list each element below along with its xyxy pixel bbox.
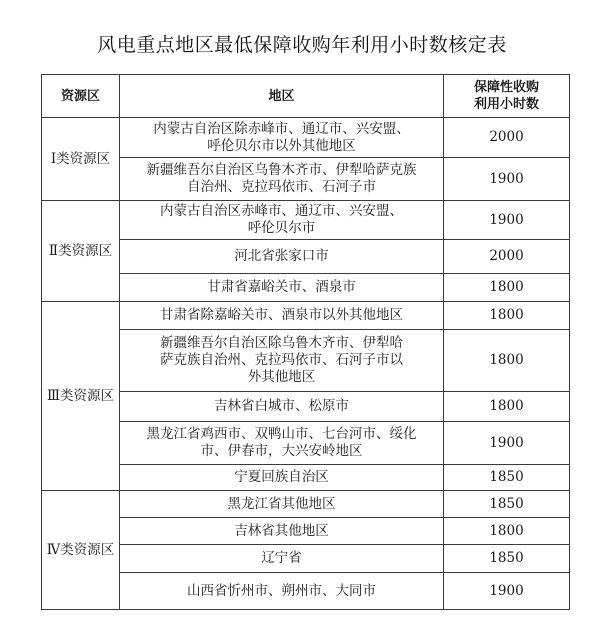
header-zone: 资源区	[42, 75, 120, 118]
area-line: 内蒙古自治区赤峰市、通辽市、兴安盟、	[160, 203, 403, 219]
table-row	[42, 274, 570, 302]
table-row	[42, 118, 570, 158]
area-line: 呼伦贝尔市	[247, 220, 316, 236]
table-row	[42, 240, 570, 274]
hours-cell: 1900	[444, 158, 570, 201]
header-hours-line1: 保障性收购	[473, 80, 539, 95]
area-line: 新疆维吾尔自治区乌鲁木齐市、伊犁哈萨克族	[146, 162, 417, 178]
hours-table	[41, 74, 570, 610]
area-line: 外其他地区	[247, 369, 316, 385]
area-line: 黑龙江省其他地区	[227, 495, 336, 512]
area-line: 河北省张家口市	[234, 248, 329, 264]
area-cell	[120, 118, 444, 158]
area-cell	[120, 274, 444, 302]
table-row	[42, 330, 570, 392]
header-hours	[444, 75, 570, 118]
table-row	[42, 518, 570, 545]
zone-cell: Ⅱ类资源区	[42, 201, 120, 302]
area-cell	[120, 518, 444, 545]
table-row	[42, 201, 570, 240]
hours-cell: 1800	[444, 274, 570, 302]
hours-cell: 1800	[444, 392, 570, 422]
area-line: 市、伊春市，大兴安岭地区	[200, 443, 363, 459]
area-line: 黑龙江省鸡西市、双鸭山市、七台河市、绥化	[146, 426, 417, 442]
area-cell	[120, 201, 444, 240]
area-line: 萨克族自治州、克拉玛依市、石河子市以	[160, 352, 403, 368]
table-body	[42, 118, 570, 610]
area-cell	[120, 573, 444, 610]
table-row	[42, 158, 570, 201]
hours-cell: 1800	[444, 302, 570, 330]
area-cell	[120, 330, 444, 392]
area-cell	[120, 392, 444, 422]
header-area: 地区	[120, 75, 444, 118]
header-hours-line2: 利用小时数	[473, 97, 539, 112]
area-line: 甘肃省除嘉峪关市、酒泉市以外其他地区	[160, 307, 403, 323]
area-cell	[120, 465, 444, 491]
header-row	[42, 75, 570, 118]
zone-cell: Ⅳ类资源区	[42, 491, 120, 610]
table-row	[42, 302, 570, 330]
area-line: 吉林省白城市、松原市	[214, 398, 349, 414]
hours-cell: 1800	[444, 330, 570, 392]
hours-cell: 1850	[444, 465, 570, 491]
area-cell	[120, 302, 444, 330]
area-line: 呼伦贝尔市以外其他地区	[207, 137, 356, 154]
table-row	[42, 392, 570, 422]
hours-cell: 1900	[444, 573, 570, 610]
area-line: 内蒙古自治区除赤峰市、通辽市、兴安盟、	[153, 120, 410, 137]
area-line: 宁夏回族自治区	[234, 469, 329, 485]
zone-cell: Ⅲ类资源区	[42, 302, 120, 491]
area-line: 新疆维吾尔自治区除乌鲁木齐市、伊犁哈	[160, 335, 403, 351]
area-line: 山西省忻州市、朔州市、大同市	[187, 582, 376, 599]
zone-cell: Ⅰ类资源区	[42, 118, 120, 201]
table-row	[42, 545, 570, 573]
hours-cell: 2000	[444, 118, 570, 158]
table-row	[42, 491, 570, 518]
hours-cell: 1850	[444, 491, 570, 518]
area-line: 甘肃省嘉峪关市、酒泉市	[207, 279, 356, 295]
area-cell	[120, 240, 444, 274]
table-row	[42, 465, 570, 491]
hours-cell: 2000	[444, 240, 570, 274]
hours-cell: 1900	[444, 422, 570, 465]
hours-cell: 1800	[444, 518, 570, 545]
area-line: 自治州、克拉玛依市、石河子市	[187, 179, 376, 195]
area-line: 吉林省其他地区	[234, 522, 329, 539]
hours-cell: 1850	[444, 545, 570, 573]
hours-cell: 1900	[444, 201, 570, 240]
table-row	[42, 422, 570, 465]
area-cell	[120, 422, 444, 465]
area-cell	[120, 491, 444, 518]
area-cell	[120, 545, 444, 573]
area-line: 辽宁省	[261, 550, 302, 566]
area-cell	[120, 158, 444, 201]
table-row	[42, 573, 570, 610]
table-title: 风电重点地区最低保障收购年利用小时数核定表	[97, 34, 507, 56]
